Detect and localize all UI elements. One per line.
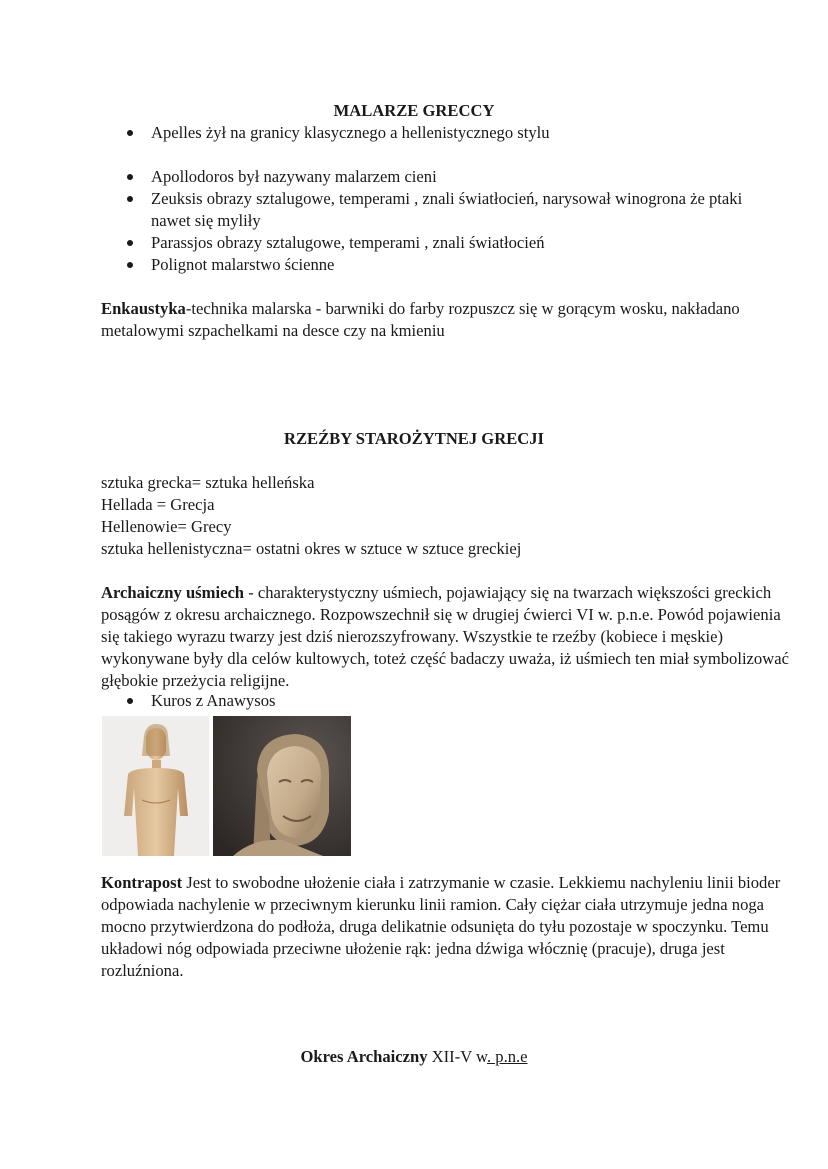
paragraph-enkaustyka <box>101 298 761 342</box>
statue-figure-icon <box>102 716 209 856</box>
period-name: Okres Archaiczny <box>300 1047 428 1066</box>
definition-line: Hellenowie= Grecy <box>101 517 232 536</box>
list-item: Apelles żył na granicy klasycznego a hellenistycznego stylu <box>101 122 791 144</box>
list-item: Kuros z Anawysos <box>101 690 791 712</box>
definition-line: sztuka grecka= sztuka helleńska <box>101 473 315 492</box>
definition-kontrapost: Jest to swobodne ułożenie ciała i zatrzymanie w czasie. Lekkiemu nachyleniu linii bioder odpowiada nachylenie w przeciwnym kierunku linii ramion. Cały ciężar ciała utrzymuje jedna noga mocno przytwierdzona do podłoża, druga delikatnie odsunięta do tyłu pozostaje w spoczynku. Temu układowi nóg odpowiada przeciwne ułożenie rąk: jedna dźwiga włócznię (pracuje), druga jest rozluźniona. <box>101 873 781 980</box>
paragraph-kontrapost <box>101 872 791 982</box>
kouros-statue-image <box>102 716 209 856</box>
definitions-list <box>101 472 791 560</box>
definition-line: Hellada = Grecja <box>101 495 215 514</box>
bullet-list-painters-a <box>101 122 791 144</box>
list-item: Zeuksis obrazy sztalugowe, temperami , znali światłocień, narysował winogrona że ptaki nawet się myliły <box>101 188 771 232</box>
paragraph-archaic-smile <box>101 582 791 692</box>
section-title-archaic-period <box>0 1046 828 1068</box>
section-title-painters: MALARZE GRECCY <box>333 101 495 120</box>
list-item: Polignot malarstwo ścienne <box>101 254 771 276</box>
list-item: Parassjos obrazy sztalugowe, temperami , znali światłocień <box>101 232 771 254</box>
term-enkaustyka: Enkaustyka <box>101 299 186 318</box>
definition-line: sztuka hellenistyczna= ostatni okres w sztuce w sztuce greckiej <box>101 539 522 558</box>
statue-head-icon <box>213 716 351 856</box>
kouros-head-image <box>213 716 351 856</box>
definition-enkaustyka: -technika malarska - barwniki do farby rozpuszcz się w gorącym wosku, nakładano metalowymi szpachelkami na desce czy na kmieniu <box>101 299 740 340</box>
bullet-list-kuros <box>101 690 791 712</box>
section-title-sculpture: RZEŹBY STAROŻYTNEJ GRECJI <box>283 429 545 448</box>
list-item: Apollodoros był nazywany malarzem cieni <box>101 166 771 188</box>
bullet-list-painters-b <box>101 166 771 276</box>
term-archaic-smile: Archaiczny uśmiech <box>101 583 245 602</box>
period-range: XII-V w <box>427 1047 487 1066</box>
definition-archaic-smile: - charakterystyczny uśmiech, pojawiający się na twarzach większości greckich posągów z okresu archaicznego. Rozpowszechnił się w drugiej ćwierci VI w. p.n.e. Powód pojawienia się takiego wyrazu twarzy jest dziś nierozszyfrowany. Wszystkie te rzeźby (kobiece i męskie) wykonywane były dla celów kultowych, toteż część badaczy uważa, iż uśmiech ten miał symbolizować głębokie przeżycia religijne. <box>101 583 789 690</box>
period-era: . p.n.e <box>486 1047 528 1066</box>
term-kontrapost: Kontrapost <box>101 873 183 892</box>
